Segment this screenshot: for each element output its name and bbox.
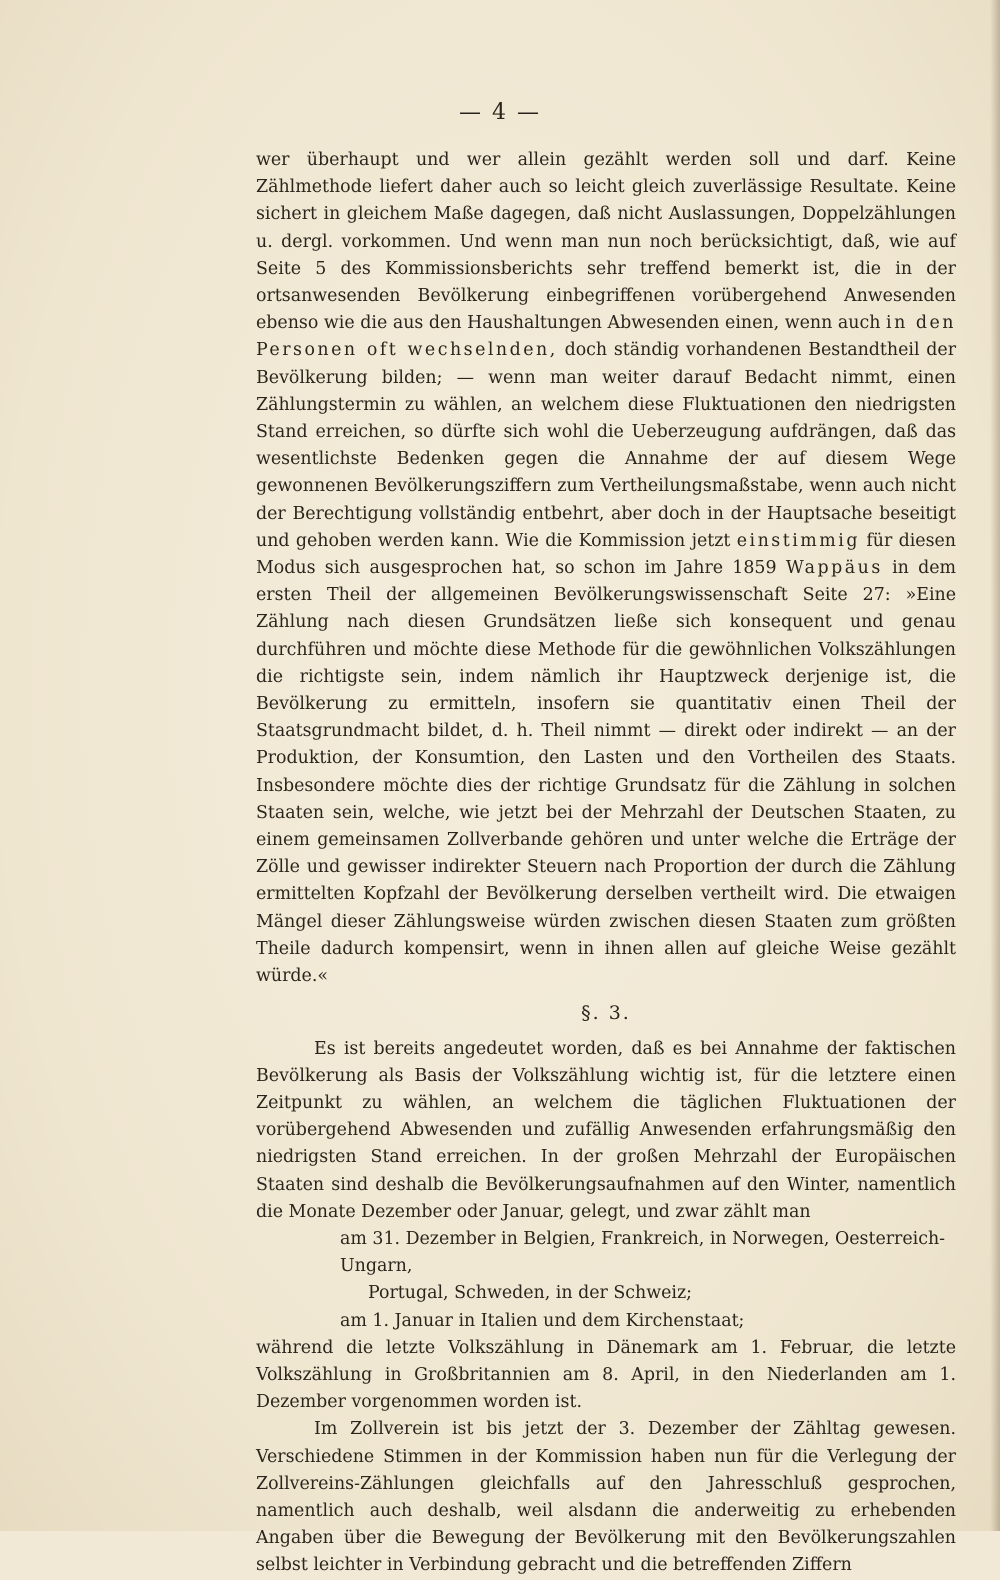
paragraph-3: während die letzte Volkszählung in Dänemark am 1. Februar, die letzte Volkszählung in Großbritannien am 8. April, in den Niederlanden am 1. Dezember vorgenommen worden ist. xyxy=(256,1337,956,1413)
emphasis-spaced-3: Wappäus xyxy=(785,558,883,579)
date-list-item-2: am 1. Januar in Italien und dem Kirchenstaat; xyxy=(340,1310,745,1331)
paragraph-4: Im Zollverein ist bis jetzt der 3. Dezember der Zähltag gewesen. Verschiedene Stimmen in der Kommission haben nun für die Verlegung der Zollvereins-Zählungen gleichfalls auf den Jahresschluß gesprochen, namentlich auch deshalb, weil alsdann die anderweitig zu erhebenden Angaben über die Bewegung der Bevölkerung mit den Bevölkerungszahlen selbst leichter in Verbindung gebracht und die betreffenden Ziffern xyxy=(256,1419,956,1576)
emphasis-spaced-1: in den Personen oft wechselnden, xyxy=(256,313,956,361)
paragraph-2: Es ist bereits angedeutet worden, daß es bei Annahme der faktischen Bevölkerung als Basis der Volkszählung wichtig ist, für die letztere einen Zeitpunkt zu wählen, an welchem die täglichen Fluktuationen der vorübergehend Abwesenden und zufällig Anwesenden erfahrungsmäßig den niedrigsten Stand erreichen. In der großen Mehrzahl der Europäischen Staaten sind deshalb die Bevölkerungsaufnahmen auf den Winter, namentlich die Monate Dezember oder Januar, gelegt, und zwar zählt man xyxy=(256,1038,956,1222)
date-list-item-1-continued: Portugal, Schweden, in der Schweiz; xyxy=(368,1283,692,1304)
paragraph-1-part-a: wer überhaupt und wer allein gezählt werden soll und darf. Keine Zählmethode liefert daher auch so leicht gleich zuverlässige Resultate. Keine sichert in gleichem Maße dagegen, daß nicht Auslassungen, Doppelzählungen u. dergl. vorkommen. Und wenn man nun noch berücksichtigt, daß, wie auf Seite 5 des Kommissionsberichts sehr treffend bemerkt ist, die in der ortsanwesenden Bevölkerung einbegriffenen vorübergehend Anwesenden ebenso wie die aus den Haushaltungen Abwesenden einen, wenn auch xyxy=(256,150,956,334)
paragraph-1-part-b: doch ständig vorhandenen Bestandtheil der Bevölkerung bilden; — wenn man weiter darauf Bedacht nimmt, einen Zählungstermin zu wählen, an welchem diese Fluktuationen den niedrigsten Stand erreichen, so dürfte sich wohl die Ueberzeugung aufdrängen, daß das wesentlichste Bedenken gegen die Annahme der auf diesem Wege gewonnenen Bevölkerungsziffern zum Vertheilungsmaßstabe, wenn auch nicht der Berechtigung vollständig entbehrt, aber doch in der Hauptsache beseitigt und gehoben werden kann. Wie die Kommission jetzt xyxy=(256,340,957,551)
paragraph-1-part-d: in dem ersten Theil der allgemeinen Bevölkerungswissenschaft Seite 27: »Eine Zählung nach diesen Grundsätzen ließe sich konsequent und genau durchführen und möchte diese Methode für die gewöhnlichen Volkszählungen die richtigste sein, indem nämlich ihr Hauptzweck derjenige ist, die Bevölkerung zu ermitteln, insofern sie quantitativ einen Theil der Staatsgrundmacht bildet, d. h. Theil nimmt — direkt oder indirekt — an der Produktion, der Konsumtion, den Lasten und den Vortheilen des Staats. Insbesondere möchte dies der richtige Grundsatz für die Zählung in solchen Staaten sein, welche, wie jetzt bei der Mehrzahl der Deutschen Staaten, zu einem gemeinsamen Zollverbande gehören und unter welche die Erträge der Zölle und gewisser indirekter Steuern nach Proportion der durch die Zählung ermittelten Kopfzahl der Bevölkerung derselben vertheilt wird. Die etwaigen Mängel dieser Zählungsweise würden zwischen diesen Staaten zum größten Theile dadurch kompensirt, wenn in ihnen allen auf gleiche Weise gezählt würde.« xyxy=(256,558,956,987)
paragraph-1-part-c: für diesen Modus sich ausgesprochen hat, so schon im Jahre 1859 xyxy=(256,530,957,579)
emphasis-spaced-2: einstimmig xyxy=(736,530,860,551)
page-edge-shadow xyxy=(990,0,1000,1531)
paragraph-1 xyxy=(256,147,956,990)
page-number: — 4 — xyxy=(459,100,541,125)
body-text xyxy=(256,147,956,1580)
date-list-item-1: am 31. Dezember in Belgien, Frankreich, in Norwegen, Oesterreich-Ungarn, xyxy=(340,1228,946,1277)
section-heading: §. 3. xyxy=(581,1002,631,1025)
